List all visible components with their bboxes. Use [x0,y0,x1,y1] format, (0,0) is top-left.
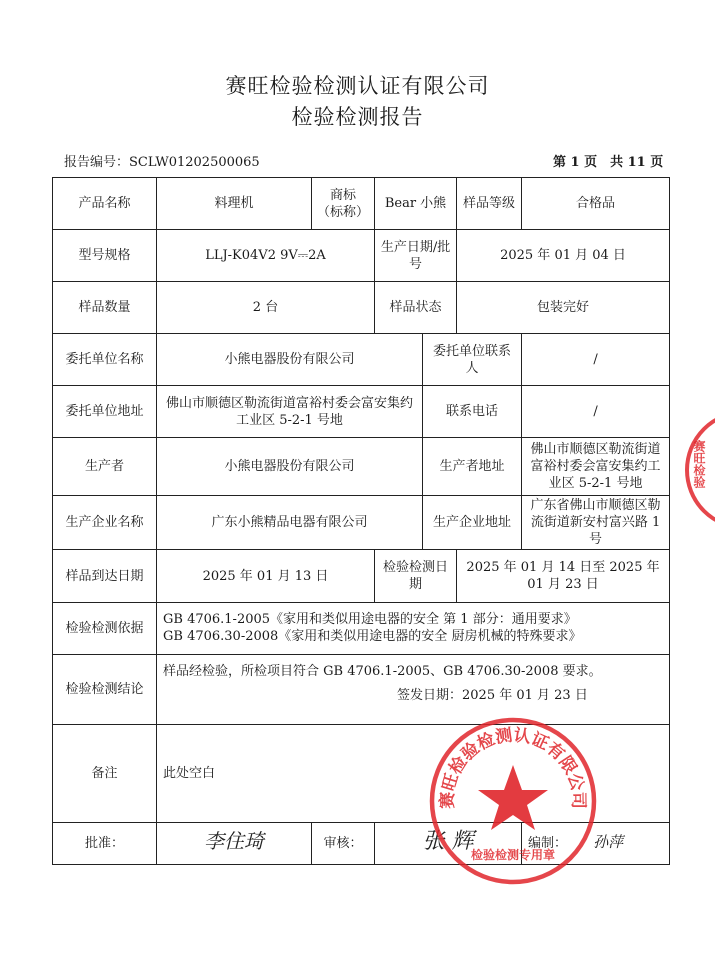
maker-address: 广东省佛山市顺德区勒流街道新安村富兴路 1 号 [522,496,670,550]
company-name: 赛旺检验检测认证有限公司 [225,74,490,98]
test-date-label: 检验检测日期 [375,550,457,602]
review-signature-text: 张 辉 [422,829,474,855]
phone-label: 联系电话 [423,386,522,438]
conclusion-text: 样品经检验，所检项目符合 GB 4706.1-2005、GB 4706.30-2008 要求。 [163,663,602,679]
sample-state: 包装完好 [457,282,670,334]
report-number: 报告编号：SCLW01202500065 [64,155,260,170]
model-label: 型号规格 [53,230,157,282]
arrival-date-label: 样品到达日期 [53,550,157,602]
seal-arc-text: 赛旺检验检测认证有限公司 [437,725,589,809]
test-date: 2025 年 01 月 14 日至 2025 年 01 月 23 日 [457,550,670,602]
basis [157,602,670,654]
approve-signature-text: 李住琦 [204,829,264,854]
client-address-label: 委托单位地址 [53,386,157,438]
brand-label-line1: 商标 [329,187,356,203]
producer-address: 佛山市顺德区勒流街道富裕村委会富安集约工业区 5-2-1 号地 [522,438,670,496]
basis-standard-2: GB 4706.30-2008《家用和类似用途电器的安全 厨房机械的特殊要求》 [163,629,582,645]
producer: 小熊电器股份有限公司 [157,438,423,496]
brand: Bear 小熊 [375,178,457,230]
issue-date: 签发日期：2025 年 01 月 23 日 [397,687,588,703]
basis-label: 检验检测依据 [53,602,157,654]
conclusion-label: 检验检测结论 [53,654,157,724]
basis-standard-1: GB 4706.1-2005《家用和类似用途电器的安全 第 1 部分：通用要求》 [163,612,577,628]
client-address: 佛山市顺德区勒流街道富裕村委会富安集约工业区 5-2-1 号地 [157,386,423,438]
compile-label: 编制： [528,836,568,852]
remark-label: 备注 [53,724,157,822]
compile-signature: 孙萍 [593,833,624,852]
conclusion [157,654,670,724]
quantity: 2 台 [157,282,375,334]
seal-star-icon [478,765,548,830]
producer-address-label: 生产者地址 [423,438,522,496]
document-title: 检验检测报告 [291,105,424,129]
brand-label-line2: （标称） [316,204,369,220]
phone: / [522,386,670,438]
quantity-label: 样品数量 [53,282,157,334]
sample-state-label: 样品状态 [375,282,457,334]
official-seal [427,715,599,887]
production-date-label: 生产日期/批号 [375,230,457,282]
arrival-date: 2025 年 01 月 13 日 [157,550,375,602]
maker: 广东小熊精品电器有限公司 [157,496,423,550]
client-contact: / [522,334,670,386]
production-date: 2025 年 01 月 04 日 [457,230,670,282]
producer-label: 生产者 [53,438,157,496]
product-name-label: 产品名称 [53,178,157,230]
maker-label: 生产企业名称 [53,496,157,550]
model: LLJ-K04V2 9V⎓2A [157,230,375,282]
product-name: 料理机 [157,178,312,230]
remark: 此处空白 [157,724,670,822]
seal-sub-text: 检验检测专用章 [470,848,556,862]
grade: 合格品 [522,178,670,230]
edge-seal-text: 赛旺检验 [692,440,706,488]
brand-label [312,178,375,230]
edge-seal-fragment [683,405,715,535]
page-info: 第 1 页 共 11 页 [553,155,664,170]
review-label: 审核： [312,822,375,864]
approve-label: 批准： [53,822,157,864]
grade-label: 样品等级 [457,178,522,230]
client-label: 委托单位名称 [53,334,157,386]
client-name: 小熊电器股份有限公司 [157,334,423,386]
approve-signature [157,822,312,864]
client-contact-label: 委托单位联系人 [423,334,522,386]
maker-address-label: 生产企业地址 [423,496,522,550]
